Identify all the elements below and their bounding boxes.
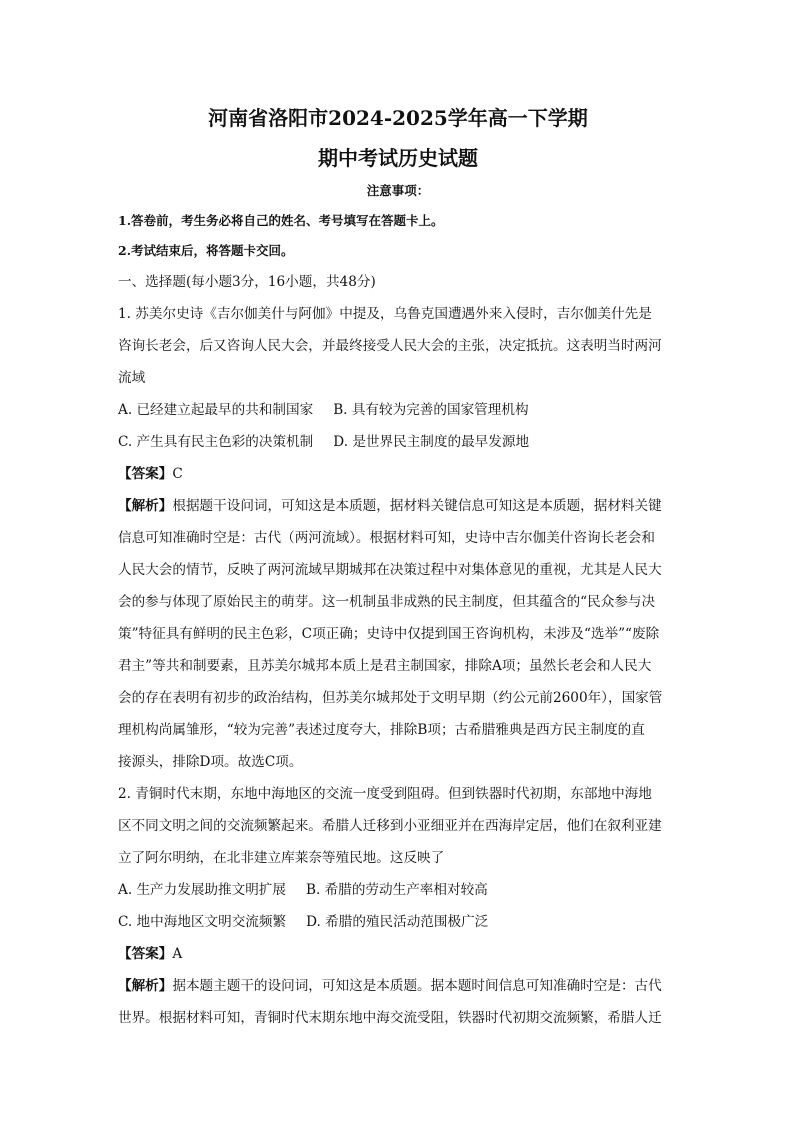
question-stem-line: 流域 <box>118 370 146 386</box>
analysis-label: 【解析】 <box>118 978 173 994</box>
option-c: C. 产生具有民主色彩的决策机制 <box>118 434 314 450</box>
option-c: C. 地中海地区文明交流频繁 <box>118 914 287 930</box>
analysis-line: 信息可知准确时空是：古代（两河流域）。根据材料可知，史诗中吉尔伽美什咨询长老会和 <box>118 530 655 546</box>
option-row <box>118 906 678 938</box>
analysis-line: 世界。根据材料可知，青铜时代末期东地中海交流受阻，铁器时代初期交流频繁，希腊人迁 <box>118 1010 662 1026</box>
option-b: B. 具有较为完善的国家管理机构 <box>333 402 529 418</box>
question-2 <box>118 778 678 1034</box>
option-d: D. 是世界民主制度的最早发源地 <box>333 434 530 450</box>
analysis-line <box>118 490 678 522</box>
notice-heading: 注意事项： <box>366 183 430 198</box>
document-page <box>118 100 678 1034</box>
document-title-line2: 期中考试历史试题 <box>318 146 478 170</box>
answer-line <box>118 938 678 970</box>
option-a: A. 生产力发展助推文明扩展 <box>118 882 286 898</box>
analysis-line: 君主”等共和制要素，且苏美尔城邦本质上是君主制国家，排除A项；虽然长老会和人民大 <box>118 658 652 674</box>
notice-item-1: 1.答卷前，考生务必将自己的姓名、考号填写在答题卡上。 <box>118 213 444 228</box>
document-title-line1: 河南省洛阳市2024-2025学年高一下学期 <box>208 106 588 130</box>
notice-item-2: 2.考试结束后，将答题卡交回。 <box>118 243 294 258</box>
analysis-label: 【解析】 <box>118 498 173 514</box>
analysis-line: 会的存在表明有初步的政治结构，但苏美尔城邦处于文明早期（约公元前2600年），国家管 <box>118 690 663 706</box>
answer-value: A <box>172 946 183 962</box>
option-row <box>118 394 678 426</box>
question-stem-line: 1. 苏美尔史诗《吉尔伽美什与阿伽》中提及，乌鲁克国遭遇外来入侵时，吉尔伽美什先是 <box>118 306 652 322</box>
analysis-line <box>118 970 678 1002</box>
answer-label: 【答案】 <box>118 946 173 962</box>
answer-line <box>118 458 678 490</box>
option-row <box>118 426 678 458</box>
analysis-line: 策”特征具有鲜明的民主色彩，C项正确；史诗中仅提到国王咨询机构，未涉及“选举”“废除 <box>118 626 660 642</box>
analysis-text: 据本题主题干的设问词，可知这是本质题。据本题时间信息可知准确时空是：古代 <box>172 978 662 994</box>
option-row <box>118 874 678 906</box>
option-b: B. 希腊的劳动生产率相对较高 <box>306 882 488 898</box>
analysis-text: 根据题干设问词，可知这是本质题，据材料关键信息可知这是本质题，据材料关键 <box>172 498 662 514</box>
option-a: A. 已经建立起最早的共和制国家 <box>118 402 314 418</box>
question-stem-line: 咨询长老会，后又咨询人民大会，并最终接受人民大会的主张，决定抵抗。这表明当时两河 <box>118 338 662 354</box>
section-heading: 一、选择题(每小题3分，16小题，共48分) <box>118 274 376 290</box>
analysis-line: 接源头，排除D项。故选C项。 <box>118 754 303 770</box>
question-stem-line: 区不同文明之间的交流频繁起来。希腊人迁移到小亚细亚并在西海岸定居，他们在叙利亚建 <box>118 818 662 834</box>
question-1 <box>118 298 678 778</box>
analysis-line: 会的参与体现了原始民主的萌芽。这一机制虽非成熟的民主制度，但其蕴含的“民众参与决 <box>118 594 656 610</box>
analysis-line: 人民大会的情节，反映了两河流域早期城邦在决策过程中对集体意见的重视，尤其是人民大 <box>118 562 662 578</box>
option-d: D. 希腊的殖民活动范围极广泛 <box>306 914 489 930</box>
question-stem-line: 2. 青铜时代末期，东地中海地区的交流一度受到阻碍。但到铁器时代初期，东部地中海地 <box>118 786 652 802</box>
analysis-line: 理机构尚属雏形，“较为完善”表述过度夸大，排除B项；古希腊雅典是西方民主制度的直 <box>118 722 645 738</box>
answer-value: C <box>172 466 183 482</box>
answer-label: 【答案】 <box>118 466 173 482</box>
question-stem-line: 立了阿尔明纳，在北非建立库莱奈等殖民地。这反映了 <box>118 850 445 866</box>
